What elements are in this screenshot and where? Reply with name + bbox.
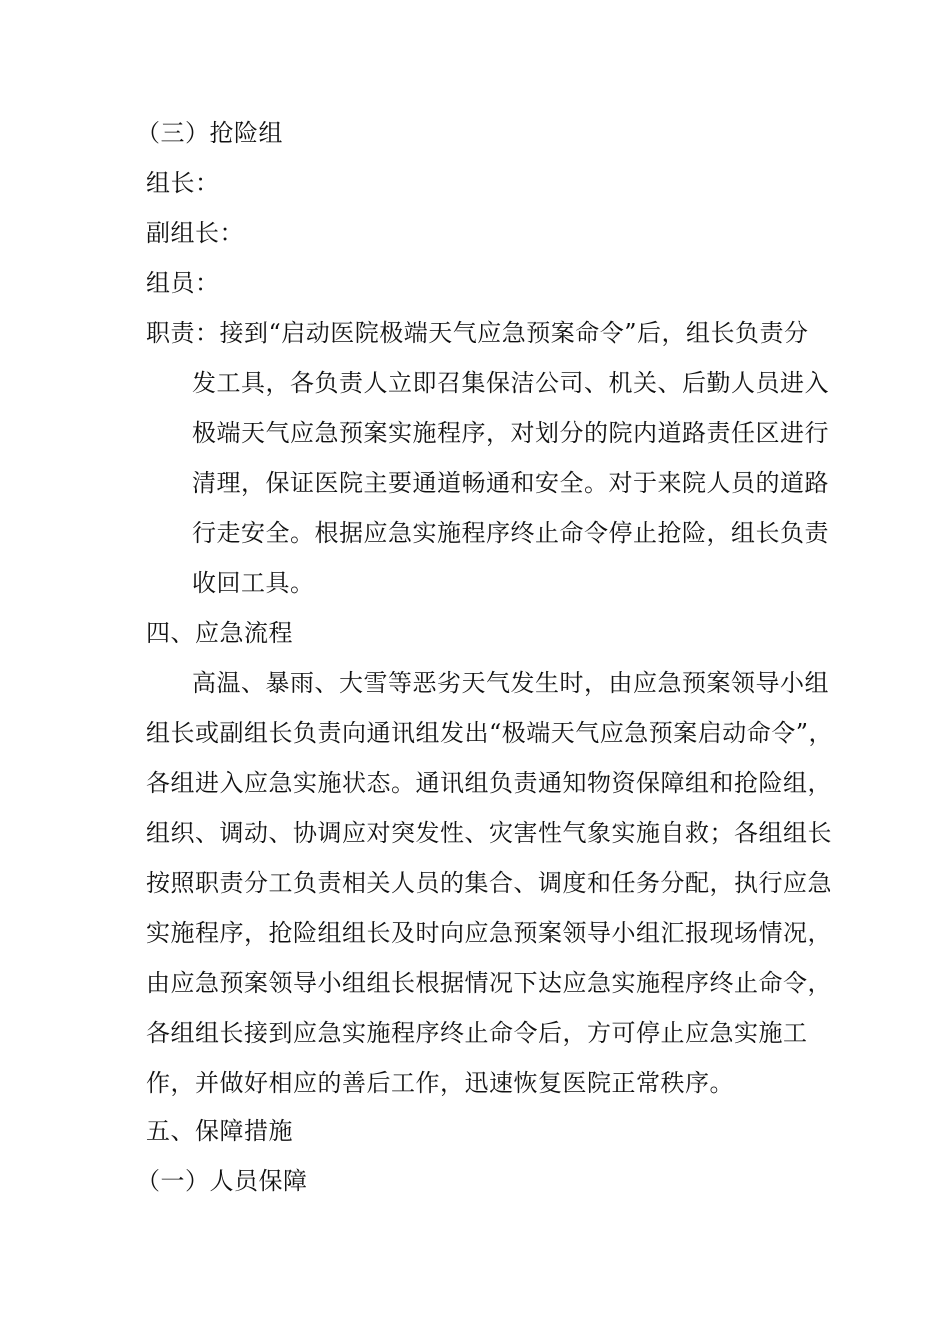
duty-line: 收回工具。 <box>192 569 315 597</box>
group-leader-label: 组长： <box>146 169 220 197</box>
paragraph-line: 各组进入应急实施状态。通讯组负责通知物资保障组和抢险组， <box>146 769 832 797</box>
paragraph-line: 由应急预案领导小组组长根据情况下达应急实施程序终止命令， <box>146 969 832 997</box>
duty-line: 职责：接到“启动医院极端天气应急预案命令”后，组长负责分 <box>146 319 809 347</box>
members-label: 组员： <box>146 269 220 297</box>
duty-line: 清理，保证医院主要通道畅通和安全。对于来院人员的道路 <box>192 469 829 497</box>
paragraph-line: 按照职责分工负责相关人员的集合、调度和任务分配，执行应急 <box>146 869 832 897</box>
section5-sub1-heading: （一）人员保障 <box>136 1167 308 1195</box>
group3-heading: （三）抢险组 <box>136 119 283 147</box>
section5-heading: 五、保障措施 <box>146 1117 293 1145</box>
paragraph-line: 作，并做好相应的善后工作，迅速恢复医院正常秩序。 <box>146 1069 734 1097</box>
duty-line: 行走安全。根据应急实施程序终止命令停止抢险，组长负责 <box>192 519 829 547</box>
section4-heading: 四、应急流程 <box>146 619 293 647</box>
deputy-leader-label: 副组长： <box>146 219 244 247</box>
paragraph-line: 组织、调动、协调应对突发性、灾害性气象实施自救；各组组长 <box>146 819 832 847</box>
paragraph-line: 实施程序，抢险组组长及时向应急预案领导小组汇报现场情况， <box>146 919 832 947</box>
duty-line: 极端天气应急预案实施程序，对划分的院内道路责任区进行 <box>192 419 829 447</box>
paragraph-line: 组长或副组长负责向通讯组发出“极端天气应急预案启动命令”， <box>146 719 834 747</box>
paragraph-line: 高温、暴雨、大雪等恶劣天气发生时，由应急预案领导小组 <box>192 669 829 697</box>
duty-line: 发工具，各负责人立即召集保洁公司、机关、后勤人员进入 <box>192 369 829 397</box>
paragraph-line: 各组组长接到应急实施程序终止命令后，方可停止应急实施工 <box>146 1019 808 1047</box>
